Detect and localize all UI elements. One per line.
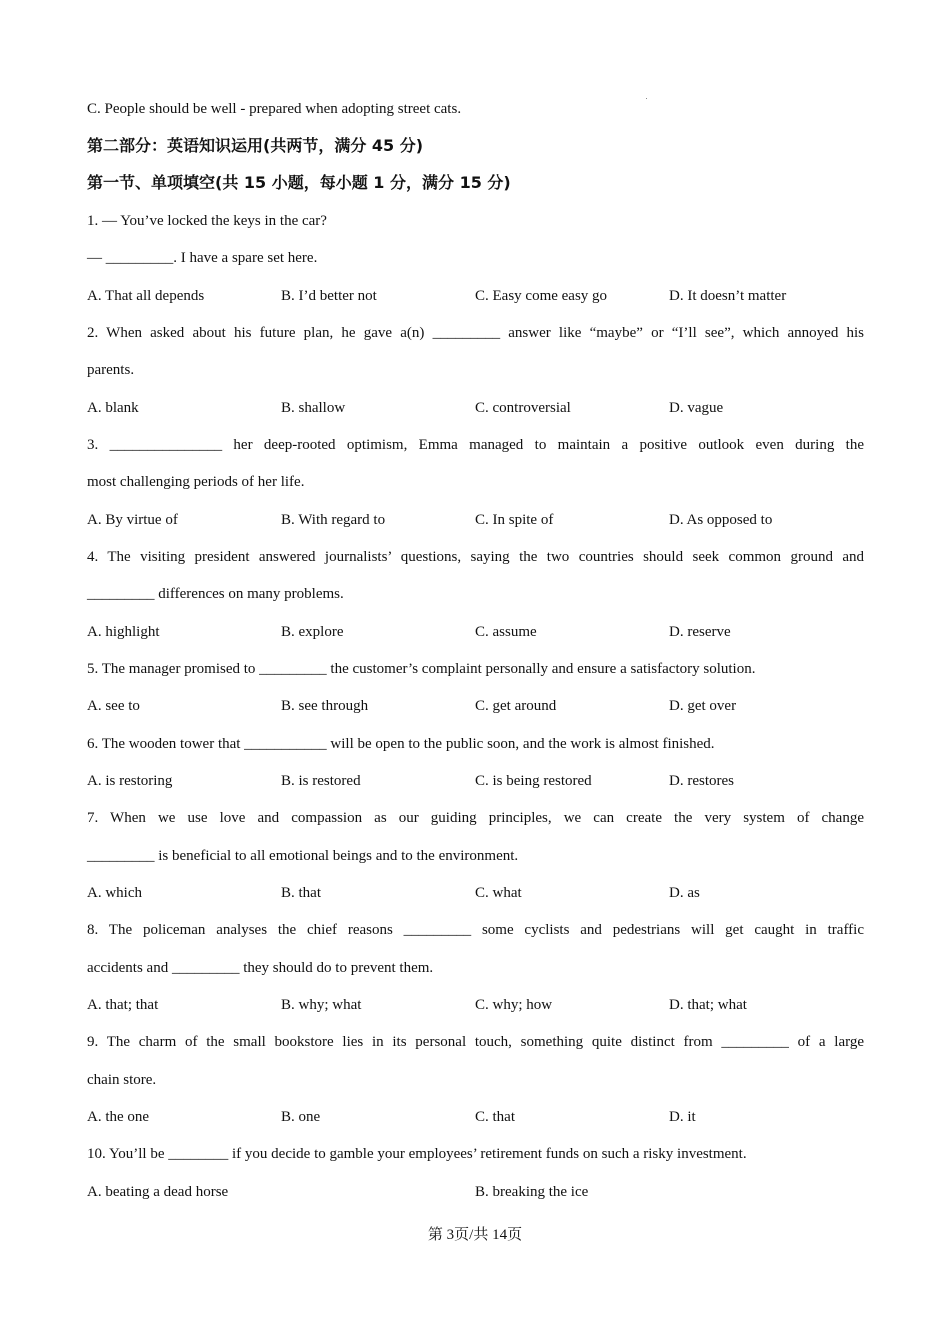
- option-c: C. In spite of: [475, 512, 554, 528]
- question-9-options: [87, 1107, 867, 1127]
- question-3-line-2: most challenging periods of her life.: [87, 474, 305, 490]
- question-5-options: [87, 696, 867, 716]
- option-b: B. explore: [281, 624, 344, 640]
- option-c: C. get around: [475, 698, 557, 714]
- question-4-line-2: _________ differences on many problems.: [87, 586, 344, 602]
- question-6-options: [87, 771, 867, 791]
- option-a: A. see to: [87, 698, 140, 714]
- option-c: C. controversial: [475, 400, 571, 416]
- option-d: D. restores: [669, 773, 734, 789]
- option-c: C. Easy come easy go: [475, 288, 608, 304]
- option-a: A. That all depends: [87, 288, 205, 304]
- question-5-line-1: 5. The manager promised to _________ the customer’s complaint personally and ensure a satisfactory solution.: [87, 661, 756, 677]
- section-heading: 第一节、单项填空(共 15 小题，每小题 1 分，满分 15 分): [87, 173, 511, 192]
- question-3-options: [87, 510, 867, 530]
- option-d: D. It doesn’t matter: [669, 288, 787, 304]
- question-10-line-1: 10. You’ll be ________ if you decide to gamble your employees’ retirement funds on such a risky investment.: [87, 1146, 747, 1162]
- question-7-line-2: _________ is beneficial to all emotional beings and to the environment.: [87, 848, 519, 864]
- option-b: B. why; what: [281, 997, 362, 1013]
- question-8-line-1: 8. The policeman analyses the chief reasons _________ some cyclists and pedestrians will get caught in traffic: [87, 922, 864, 938]
- option-d: D. that; what: [669, 997, 747, 1013]
- option-c: C. is being restored: [475, 773, 592, 789]
- option-a: A. By virtue of: [87, 512, 178, 528]
- option-b: B. is restored: [281, 773, 361, 789]
- option-c: C. what: [475, 885, 522, 901]
- option-a: A. the one: [87, 1109, 150, 1125]
- question-2-options: [87, 398, 867, 418]
- option-b: B. shallow: [281, 400, 346, 416]
- question-10-options: [87, 1182, 867, 1202]
- option-d: D. get over: [669, 698, 737, 714]
- question-9-line-1: 9. The charm of the small bookstore lies in its personal touch, something quite distinct from _________ of a large: [87, 1034, 864, 1050]
- option-b: B. With regard to: [281, 512, 386, 528]
- carry-over-option: C. People should be well - prepared when adopting street cats.: [87, 101, 462, 117]
- option-b: B. that: [281, 885, 321, 901]
- option-a: A. blank: [87, 400, 139, 416]
- question-4-line-1: 4. The visiting president answered journalists’ questions, saying the two countries should seek common ground and: [87, 549, 864, 565]
- option-d: D. reserve: [669, 624, 731, 640]
- option-a: A. which: [87, 885, 142, 901]
- question-2-line-1: 2. When asked about his future plan, he gave a(n) _________ answer like “maybe” or “I’ll see”, which annoyed his: [87, 325, 864, 341]
- question-2-line-2: parents.: [87, 362, 135, 378]
- option-a: A. beating a dead horse: [87, 1184, 229, 1200]
- question-7-line-1: 7. When we use love and compassion as our guiding principles, we can create the very system of change: [87, 810, 864, 826]
- option-b: B. one: [281, 1109, 321, 1125]
- option-c: C. assume: [475, 624, 537, 640]
- page-footer: 第 3页/共 14页: [427, 1227, 523, 1243]
- question-3-line-1: 3. _______________ her deep-rooted optimism, Emma managed to maintain a positive outlook even during the: [87, 437, 864, 453]
- question-4-options: [87, 622, 867, 642]
- option-a: A. is restoring: [87, 773, 173, 789]
- option-d: D. As opposed to: [669, 512, 773, 528]
- option-c: C. why; how: [475, 997, 553, 1013]
- option-d: D. vague: [669, 400, 724, 416]
- question-8-line-2: accidents and _________ they should do to prevent them.: [87, 960, 434, 976]
- option-b: B. see through: [281, 698, 369, 714]
- question-6-line-1: 6. The wooden tower that ___________ will be open to the public soon, and the work is almost finished.: [87, 736, 715, 752]
- option-d: D. it: [669, 1109, 696, 1125]
- question-9-line-2: chain store.: [87, 1072, 157, 1088]
- question-1-line-2: — _________. I have a spare set here.: [87, 250, 318, 266]
- option-b: B. breaking the ice: [475, 1184, 589, 1200]
- option-c: C. that: [475, 1109, 515, 1125]
- question-8-options: [87, 995, 867, 1015]
- part-heading: 第二部分：英语知识运用(共两节，满分 45 分): [87, 136, 424, 155]
- question-1-options: [87, 286, 867, 306]
- option-a: A. that; that: [87, 997, 159, 1013]
- question-1-line-1: 1. — You’ve locked the keys in the car?: [87, 213, 327, 229]
- option-b: B. I’d better not: [281, 288, 377, 304]
- option-d: D. as: [669, 885, 700, 901]
- question-7-options: [87, 883, 867, 903]
- scan-speck: [646, 98, 647, 99]
- option-a: A. highlight: [87, 624, 160, 640]
